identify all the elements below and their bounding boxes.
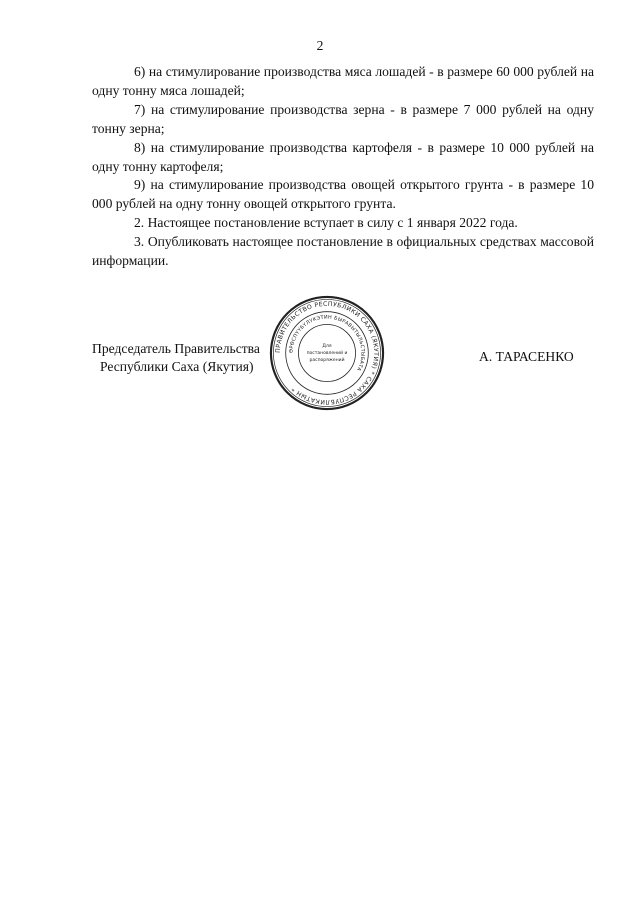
page-number: 2 — [316, 38, 324, 53]
seal-center-line-2: постановлений и — [306, 350, 348, 356]
paragraph-item-7: 7) на стимулирование производства зерна - в размере 7 000 рублей на одну тонну зерна; — [92, 101, 594, 136]
paragraph-item-6: 6) на стимулирование производства мяса лошадей - в размере 60 000 рублей на одну тонну мяса лошадей; — [92, 64, 594, 98]
paragraph-effective-date: 2. Настоящее постановление вступает в силу с 1 января 2022 года. — [134, 215, 518, 231]
signatory-title-line1: Председатель Правительства — [92, 341, 260, 356]
seal-outer-text: ПРАВИТЕЛЬСТВО РЕСПУБЛИКИ САХА (ЯКУТИЯ) * САХА РЕСПУБЛИКАТЫН * — [274, 300, 380, 406]
paragraph-item-8: 8) на стимулирование производства картофеля - в размере 10 000 рублей на одну тонну картофеля; — [92, 139, 594, 174]
signatory-name: А. ТАРАСЕНКО — [479, 349, 574, 364]
signatory-title-line2: Республики Саха (Якутия) — [100, 359, 254, 374]
seal-center-line-3: распоряжений — [309, 357, 345, 363]
paragraph-publication: 3. Опубликовать настоящее постановление в официальных средствах массовой информации. — [92, 234, 594, 269]
signatory-title — [92, 340, 260, 376]
seal-inner-text: ӨРӨСПҮҮБҮЛҮКЭТИН БЫРАВЫТЫЛЬСТЫБАТА — [288, 314, 366, 372]
document-body — [92, 63, 594, 271]
paragraph-item-9: 9) на стимулирование производства овощей открытого грунта - в размере 10 000 рублей на одну тонну овощей открытого грунта. — [92, 177, 594, 212]
seal-center-line-1: Для — [322, 344, 332, 350]
official-seal-stamp — [268, 294, 386, 412]
